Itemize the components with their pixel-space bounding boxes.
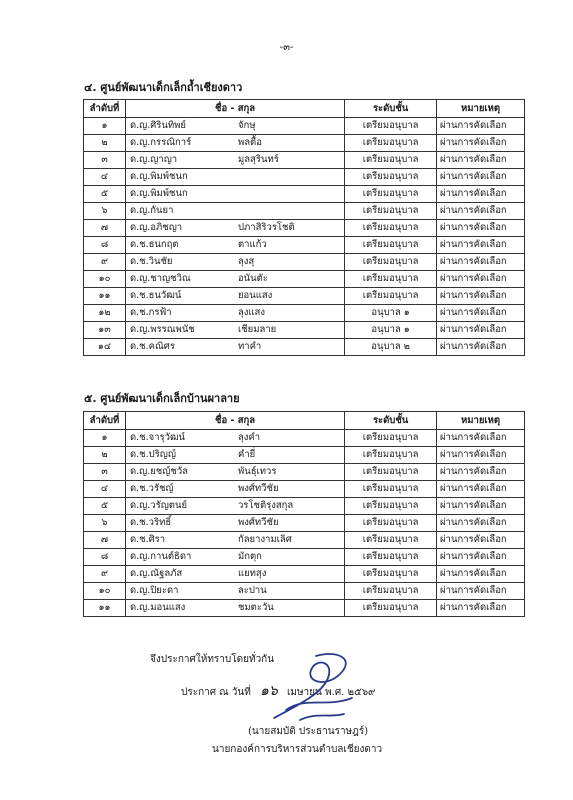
last-name: พลตื้อ xyxy=(237,137,262,148)
last-name: แยทสุง xyxy=(237,568,267,579)
first-name: ด.ญ.พรรณพนัช xyxy=(129,324,195,335)
cell-no: ๑ xyxy=(84,430,126,447)
cell-no: ๖ xyxy=(84,515,126,532)
table-row xyxy=(84,288,525,305)
cell-note: ผ่านการคัดเลือก xyxy=(437,152,525,169)
cell-note: ผ่านการคัดเลือก xyxy=(437,498,525,515)
first-name: ด.ช.วินชัย xyxy=(129,256,173,267)
section-title: ๕. ศูนย์พัฒนาเด็กเล็กบ้านผาลาย xyxy=(84,392,240,405)
table-row xyxy=(84,271,525,288)
cell-note: ผ่านการคัดเลือก xyxy=(437,600,525,617)
cell-name xyxy=(125,305,344,322)
announce-prefix: ประกาศ ณ วันที่ xyxy=(181,687,251,698)
last-name: ลุงแสง xyxy=(237,307,265,318)
cell-level: เตรียมอนุบาล xyxy=(345,237,437,254)
table-row xyxy=(84,169,525,186)
first-name: ด.ญ.ปิยะดา xyxy=(129,585,179,596)
page-number: -๓- xyxy=(279,42,294,53)
cell-no: ๗ xyxy=(84,220,126,237)
cell-level: อนุบาล ๑ xyxy=(345,305,437,322)
table-row xyxy=(84,583,525,600)
cell-note: ผ่านการคัดเลือก xyxy=(437,203,525,220)
cell-level: เตรียมอนุบาล xyxy=(345,566,437,583)
last-name: วรโชติรุ่งสกุล xyxy=(237,500,294,511)
first-name: ด.ญ.พิมพ์ชนก xyxy=(129,171,188,182)
first-name: ด.ญ.กรรณิการ์ xyxy=(129,137,192,148)
header-note: หมายเหตุ xyxy=(437,100,525,118)
cell-note: ผ่านการคัดเลือก xyxy=(437,583,525,600)
cell-no: ๖ xyxy=(84,203,126,220)
header-no: ลำดับที่ xyxy=(84,100,126,118)
cell-name xyxy=(125,288,344,305)
cell-level: เตรียมอนุบาล xyxy=(345,118,437,135)
cell-no: ๑๐ xyxy=(84,583,126,600)
cell-no: ๔ xyxy=(84,481,126,498)
cell-no: ๕ xyxy=(84,186,126,203)
cell-name xyxy=(125,498,344,515)
first-name: ด.ญ.ณัฐลภัส xyxy=(129,568,183,579)
header-level: ระดับชั้น xyxy=(345,412,437,430)
cell-level: เตรียมอนุบาล xyxy=(345,583,437,600)
last-name: มักตุก xyxy=(237,551,262,562)
cell-name xyxy=(125,169,344,186)
section-title: ๔. ศูนย์พัฒนาเด็กเล็กถ้ำเชียงดาว xyxy=(84,81,243,94)
first-name: ด.ญ.ชาญชวิณ xyxy=(129,273,191,284)
cell-name xyxy=(125,271,344,288)
cell-name xyxy=(125,481,344,498)
cell-no: ๑๑ xyxy=(84,288,126,305)
first-name: ด.ญ.กานต์ธิดา xyxy=(129,551,192,562)
header-level: ระดับชั้น xyxy=(345,100,437,118)
announce-month: เมษายน xyxy=(286,687,322,698)
table-row xyxy=(84,118,525,135)
cell-name xyxy=(125,583,344,600)
cell-note: ผ่านการคัดเลือก xyxy=(437,118,525,135)
roster-table xyxy=(83,411,525,617)
signer-title: นายกองค์การบริหารส่วนตำบลเชียงดาว xyxy=(212,744,383,755)
cell-name xyxy=(125,566,344,583)
table-row xyxy=(84,135,525,152)
table-row xyxy=(84,254,525,271)
last-name: จักษุ xyxy=(237,120,256,131)
cell-note: ผ่านการคัดเลือก xyxy=(437,135,525,152)
cell-name xyxy=(125,118,344,135)
cell-note: ผ่านการคัดเลือก xyxy=(437,464,525,481)
cell-name xyxy=(125,220,344,237)
cell-no: ๔ xyxy=(84,169,126,186)
cell-name xyxy=(125,135,344,152)
table-row xyxy=(84,305,525,322)
first-name: ด.ช.ธนกฤต xyxy=(129,239,179,250)
cell-name xyxy=(125,464,344,481)
last-name: ตาแก้ว xyxy=(237,239,267,250)
header-row xyxy=(84,100,525,118)
cell-note: ผ่านการคัดเลือก xyxy=(437,447,525,464)
header-name: ชื่อ - สกุล xyxy=(125,412,344,430)
cell-note: ผ่านการคัดเลือก xyxy=(437,339,525,356)
cell-note: ผ่านการคัดเลือก xyxy=(437,186,525,203)
cell-level: เตรียมอนุบาล xyxy=(345,288,437,305)
cell-note: ผ่านการคัดเลือก xyxy=(437,237,525,254)
cell-name xyxy=(125,186,344,203)
cell-no: ๓ xyxy=(84,152,126,169)
cell-note: ผ่านการคัดเลือก xyxy=(437,271,525,288)
first-name: ด.ญ.วรัญตนย์ xyxy=(129,500,188,511)
cell-note: ผ่านการคัดเลือก xyxy=(437,169,525,186)
cell-note: ผ่านการคัดเลือก xyxy=(437,430,525,447)
cell-name xyxy=(125,532,344,549)
cell-level: เตรียมอนุบาล xyxy=(345,186,437,203)
header-name: ชื่อ - สกุล xyxy=(125,100,344,118)
cell-level: เตรียมอนุบาล xyxy=(345,430,437,447)
cell-level: เตรียมอนุบาล xyxy=(345,515,437,532)
cell-level: เตรียมอนุบาล xyxy=(345,464,437,481)
announce-era: พ.ศ. xyxy=(325,687,345,698)
header-row xyxy=(84,412,525,430)
cell-level: เตรียมอนุบาล xyxy=(345,532,437,549)
last-name: คำยี่ xyxy=(237,449,256,460)
cell-name xyxy=(125,515,344,532)
cell-no: ๑๑ xyxy=(84,600,126,617)
cell-no: ๑๐ xyxy=(84,271,126,288)
table-row xyxy=(84,339,525,356)
cell-note: ผ่านการคัดเลือก xyxy=(437,549,525,566)
first-name: ด.ช.ศิรา xyxy=(129,534,166,545)
cell-level: เตรียมอนุบาล xyxy=(345,135,437,152)
first-name: ด.ช.วรัชญ์ xyxy=(129,483,174,494)
cell-level: เตรียมอนุบาล xyxy=(345,152,437,169)
cell-level: เตรียมอนุบาล xyxy=(345,447,437,464)
table-row xyxy=(84,430,525,447)
table-row xyxy=(84,498,525,515)
table-row xyxy=(84,549,525,566)
table-row xyxy=(84,152,525,169)
table-row xyxy=(84,203,525,220)
cell-name xyxy=(125,447,344,464)
first-name: ด.ญ.ศิรินทิพย์ xyxy=(129,120,186,131)
first-name: ด.ช.คณิศร xyxy=(129,341,175,352)
last-name: ปภาสิริวรโชติ xyxy=(237,222,295,233)
table-row xyxy=(84,515,525,532)
cell-note: ผ่านการคัดเลือก xyxy=(437,322,525,339)
cell-name xyxy=(125,322,344,339)
cell-note: ผ่านการคัดเลือก xyxy=(437,288,525,305)
first-name: ด.ช.กรฟ้า xyxy=(129,307,172,318)
cell-no: ๓ xyxy=(84,464,126,481)
cell-note: ผ่านการคัดเลือก xyxy=(437,566,525,583)
announce-year: ๒๕๖๙ xyxy=(347,687,376,698)
cell-no: ๙ xyxy=(84,254,126,271)
table-row xyxy=(84,532,525,549)
first-name: ด.ช.ปริญญ์ xyxy=(129,449,176,460)
cell-no: ๕ xyxy=(84,498,126,515)
cell-name xyxy=(125,152,344,169)
table-row xyxy=(84,322,525,339)
cell-level: เตรียมอนุบาล xyxy=(345,600,437,617)
header-no: ลำดับที่ xyxy=(84,412,126,430)
cell-name xyxy=(125,254,344,271)
last-name: ลุงคำ xyxy=(237,432,261,443)
cell-note: ผ่านการคัดเลือก xyxy=(437,220,525,237)
table-row xyxy=(84,447,525,464)
header-note: หมายเหตุ xyxy=(437,412,525,430)
first-name: ด.ญ.พิมพ์ชนก xyxy=(129,188,188,199)
closing-statement: จึงประกาศให้ทราบโดยทั่วกัน xyxy=(150,654,275,665)
cell-level: เตรียมอนุบาล xyxy=(345,203,437,220)
table-row xyxy=(84,186,525,203)
last-name: พงศ์ทวีชัย xyxy=(237,483,279,494)
last-name: ยอนแสง xyxy=(237,290,273,301)
first-name: ด.ญ.อภิชญา xyxy=(129,222,183,233)
cell-no: ๑๓ xyxy=(84,322,126,339)
last-name: ลุงสุ xyxy=(237,256,255,267)
last-name: พงศ์ทวีชัย xyxy=(237,517,279,528)
first-name: ด.ญ.มอนแสง xyxy=(129,602,186,613)
cell-note: ผ่านการคัดเลือก xyxy=(437,481,525,498)
last-name: มูลสุรินทร์ xyxy=(237,154,279,165)
cell-level: เตรียมอนุบาล xyxy=(345,549,437,566)
table-row xyxy=(84,566,525,583)
cell-name xyxy=(125,237,344,254)
announce-day: ๑๖ xyxy=(259,683,278,699)
cell-name xyxy=(125,203,344,220)
cell-level: เตรียมอนุบาล xyxy=(345,481,437,498)
table-row xyxy=(84,464,525,481)
cell-level: เตรียมอนุบาล xyxy=(345,169,437,186)
table-row xyxy=(84,237,525,254)
cell-no: ๑๒ xyxy=(84,305,126,322)
signature-image xyxy=(256,648,366,728)
last-name: พันธุ์เทวร xyxy=(237,466,277,477)
cell-level: เตรียมอนุบาล xyxy=(345,271,437,288)
cell-no: ๑๔ xyxy=(84,339,126,356)
cell-level: อนุบาล ๒ xyxy=(345,339,437,356)
first-name: ด.ญ.ยชญ์ชวัล xyxy=(129,466,188,477)
cell-no: ๒ xyxy=(84,447,126,464)
last-name: ชมตะวัน xyxy=(237,602,274,613)
cell-note: ผ่านการคัดเลือก xyxy=(437,254,525,271)
last-name: ทาคำ xyxy=(237,341,262,352)
cell-no: ๘ xyxy=(84,237,126,254)
last-name: ละปาน xyxy=(237,585,267,596)
cell-note: ผ่านการคัดเลือก xyxy=(437,515,525,532)
first-name: ด.ญ.ญาญา xyxy=(129,154,178,165)
cell-no: ๘ xyxy=(84,549,126,566)
cell-note: ผ่านการคัดเลือก xyxy=(437,305,525,322)
cell-note: ผ่านการคัดเลือก xyxy=(437,532,525,549)
first-name: ด.ช.วริทธิ์ xyxy=(129,517,172,528)
cell-name xyxy=(125,549,344,566)
first-name: ด.ช.ธนวัฒน์ xyxy=(129,290,182,301)
cell-no: ๑ xyxy=(84,118,126,135)
first-name: ด.ญ.กันยา xyxy=(129,205,174,216)
first-name: ด.ช.จารุวัฒน์ xyxy=(129,432,186,443)
cell-no: ๒ xyxy=(84,135,126,152)
cell-level: เตรียมอนุบาล xyxy=(345,498,437,515)
cell-level: เตรียมอนุบาล xyxy=(345,220,437,237)
table-row xyxy=(84,220,525,237)
table-row xyxy=(84,481,525,498)
signer-name: (นายสมบัติ ประธานราษฎร์) xyxy=(248,726,369,737)
cell-no: ๙ xyxy=(84,566,126,583)
cell-name xyxy=(125,339,344,356)
last-name: เชียมลาย xyxy=(237,324,277,335)
cell-name xyxy=(125,600,344,617)
table-row xyxy=(84,600,525,617)
last-name: กัลยางามเลิศ xyxy=(237,534,292,545)
cell-name xyxy=(125,430,344,447)
cell-level: อนุบาล ๑ xyxy=(345,322,437,339)
roster-table xyxy=(83,99,525,356)
last-name: อนันตัะ xyxy=(237,273,268,284)
cell-level: เตรียมอนุบาล xyxy=(345,254,437,271)
cell-no: ๗ xyxy=(84,532,126,549)
